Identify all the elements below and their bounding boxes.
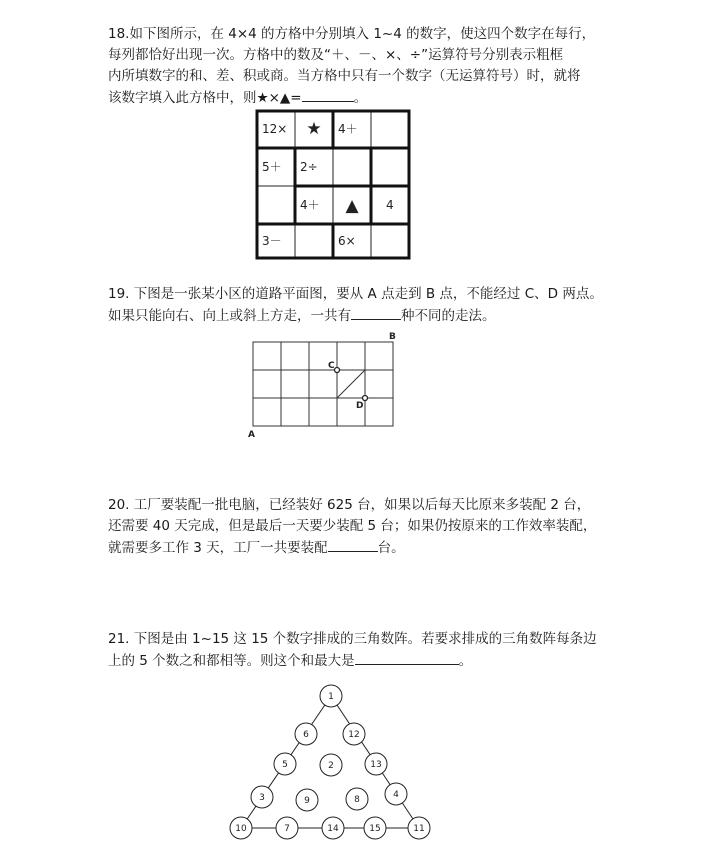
q21-line-2: 上的 5 个数之和都相等。则这个和最大是 。 [108,650,623,672]
answer-blank-21[interactable] [355,650,459,665]
cell-5plus: 5＋ [262,160,282,174]
node-8-label: 8 [354,795,360,805]
cell-4plus-mid: 4＋ [300,198,320,212]
q18-line-3: 内所填数字的和、差、积或商。当方格中只有一个数字（无运算符号）时，就将 [108,68,581,84]
node-11-label: 11 [413,824,425,834]
point-d-marker [363,396,368,401]
q20-line-3: 就需要多工作 3 天，工厂一共要装配 台。 [108,537,623,559]
answer-blank-20[interactable] [328,537,378,552]
triangle-icon: ▲ [345,196,359,216]
node-9-label: 9 [304,796,310,806]
label-b: B [389,332,396,342]
question-21-text [108,629,623,672]
answer-blank-18[interactable] [302,87,354,102]
node-2-label: 2 [328,761,334,771]
node-12-label: 12 [348,730,360,740]
q20-line-1: 20. 工厂要装配一批电脑，已经装好 625 台，如果以后每天比原来多装配 2 台， [108,497,591,513]
node-6-label: 6 [303,730,309,740]
node-7-label: 7 [284,824,290,834]
cell-3minus: 3－ [262,234,282,248]
node-5-label: 5 [282,760,288,770]
q19-line-1: 19. 下图是一张某小区的道路平面图，要从 A 点走到 B 点，不能经过 C、D 两点。 [108,286,603,302]
node-13-label: 13 [370,760,382,770]
kenken-grid [253,107,413,262]
cell-4plus-top: 4＋ [338,122,358,136]
road-map-grid [245,330,405,442]
answer-blank-19[interactable] [351,305,401,320]
cell-2div: 2÷ [300,160,318,174]
question-18-text [108,24,623,109]
question-20-text [108,495,623,559]
cell-6x: 6× [338,234,356,248]
node-4-label: 4 [393,790,399,800]
cell-4: 4 [386,198,394,212]
cell-12x: 12× [262,122,288,136]
q19-line-2: 如果只能向右、向上或斜上方走，一共有 种不同的走法。 [108,305,623,327]
q21-line-1: 21. 下图是由 1~15 这 15 个数字排成的三角数阵。若要求排成的三角数阵每条边 [108,631,597,647]
q18-line-1: 18.如下图所示，在 4×4 的方格中分别填入 1~4 的数字，使这四个数字在每行， [108,26,596,42]
q20-line-2: 还需要 40 天完成，但是最后一天要少装配 5 台；如果仍按原来的工作效率装配， [108,518,597,534]
node-14-label: 14 [327,824,339,834]
node-10-label: 10 [235,824,247,834]
question-19-text [108,284,623,327]
q18-line-4: 该数字填入此方格中，则★×▲= 。 [108,87,623,109]
label-a: A [248,430,255,440]
node-3-label: 3 [259,793,265,803]
node-1-label: 1 [328,692,334,702]
label-c: C [328,361,335,371]
label-d: D [356,401,364,411]
node-15-label: 15 [369,824,381,834]
triangle-number-array [220,678,440,848]
q18-line-2: 每列都恰好出现一次。方格中的数及“＋、－、×、÷”运算符号分别表示粗框 [108,47,564,63]
point-c-marker [335,368,340,373]
star-icon: ★ [306,119,322,139]
